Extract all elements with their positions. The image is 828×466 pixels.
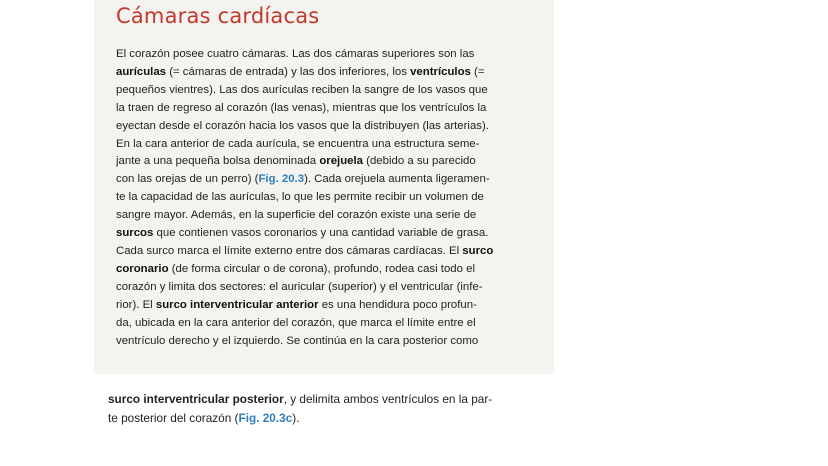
text-run: ). Cada orejuela aumenta ligeramen-: [304, 173, 490, 186]
text-line: [108, 409, 560, 428]
text-line: [116, 136, 542, 154]
text-run: ).: [292, 410, 300, 425]
bold-term: surco interventricular anterior: [155, 298, 319, 311]
text-line: [116, 261, 542, 279]
text-line: [108, 390, 560, 409]
text-line: [116, 46, 542, 64]
text-line: [116, 315, 542, 333]
text-run: la traen de regreso al corazón (las venas), mientras que los ventrículos la: [116, 101, 487, 114]
text-run: te posterior del corazón (: [108, 410, 239, 425]
bold-term: orejuela: [319, 155, 363, 168]
text-line: [116, 297, 542, 315]
bold-term: aurículas: [116, 65, 167, 78]
text-line: [116, 207, 542, 225]
text-run: Cada surco marca el límite externo entre dos cámaras cardíacas. El: [116, 244, 463, 257]
text-run: corazón y limita dos sectores: el auricular (superior) y el ventricular (infe-: [116, 280, 483, 293]
text-run: con las orejas de un perro) (: [116, 173, 259, 186]
text-run: jante a una pequeña bolsa denominada: [116, 155, 320, 168]
text-run: eyectan desde el corazón hacia los vasos que la distribuyen (las arterias).: [116, 119, 489, 132]
section-heading: Cámaras cardíacas: [116, 4, 320, 28]
text-run: rior). El: [116, 298, 156, 311]
text-run: (= cámaras de entrada) y las dos inferiores, los: [166, 65, 411, 78]
text-line: [116, 118, 542, 136]
text-line: [116, 243, 542, 261]
text-run: es una hendidura poco profun-: [318, 298, 477, 311]
text-run: que contienen vasos coronarios y una cantidad variable de grasa.: [153, 227, 489, 240]
text-line: [116, 189, 542, 207]
figure-reference: Fig. 20.3: [258, 173, 305, 186]
bold-term: surco: [462, 244, 494, 257]
text-run: En la cara anterior de cada aurícula, se encuentra una estructura seme-: [116, 137, 480, 150]
text-line: [116, 225, 542, 243]
bold-term: ventrículos: [410, 65, 471, 78]
text-run: da, ubicada en la cara anterior del corazón, que marca el límite entre el: [116, 316, 476, 329]
text-run: , y delimita ambos ventrículos en la par-: [283, 392, 493, 406]
text-run: (=: [470, 65, 485, 78]
text-line: [116, 279, 542, 297]
text-run: sangre mayor. Además, en la superficie del corazón existe una serie de: [116, 209, 477, 222]
text-line: [116, 100, 542, 118]
body-paragraph: [116, 46, 542, 350]
text-run: pequeños vientres). Las dos aurículas reciben la sangre de los vasos que: [116, 83, 488, 96]
bold-term: surco interventricular posterior: [108, 392, 284, 406]
text-line: [116, 64, 542, 82]
figure-reference: Fig. 20.3c: [238, 410, 293, 425]
text-line: [116, 153, 542, 171]
bold-term: surcos: [116, 227, 154, 240]
text-run: (debido a su parecido: [363, 155, 476, 168]
text-run: ventrículo derecho y el izquierdo. Se continúa en la cara posterior como: [116, 334, 479, 347]
continuation-paragraph: [108, 390, 560, 427]
text-run: te la capacidad de las aurículas, lo que les permite recibir un volumen de: [116, 191, 484, 204]
text-line: [116, 82, 542, 100]
text-run: (de forma circular o de corona), profundo, rodea casi todo el: [168, 262, 475, 275]
text-run: El corazón posee cuatro cámaras. Las dos cámaras superiores son las: [116, 48, 475, 60]
text-line: [116, 171, 542, 189]
text-line: [116, 333, 542, 351]
bold-term: coronario: [116, 262, 169, 275]
